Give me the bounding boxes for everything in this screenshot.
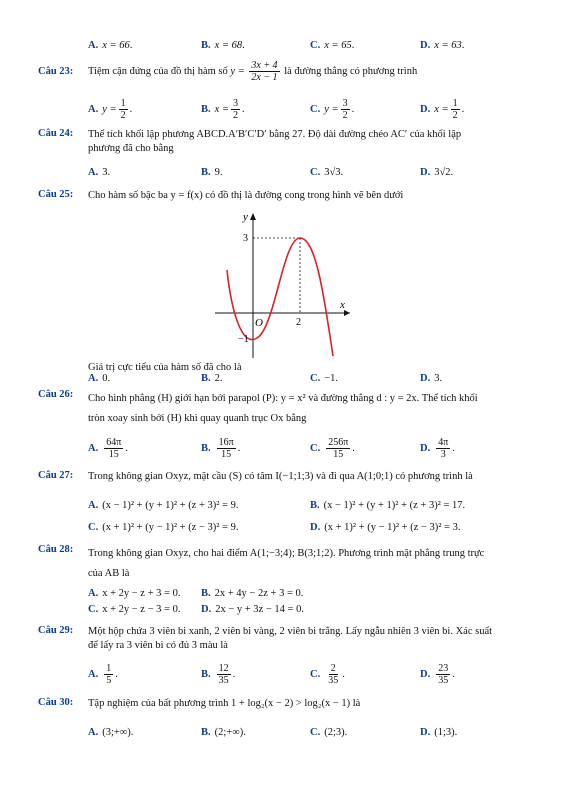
q23-option-a[interactable]: A. y = $\frac{1}{2}$ .: [88, 98, 133, 121]
question-27: [38, 470, 536, 542]
question-text: Cho hàm số bậc ba y = f(x) có đồ thị là đường cong trong hình vẽ bên dưới: [88, 190, 404, 201]
q27-option-c[interactable]: C. (x + 1)² + (y − 1)² + (z − 3)² = 9.: [88, 522, 239, 533]
x-axis-label: x: [340, 299, 345, 311]
question-text: Thể tích khối lập phương ABCD.A′B′C′D′ bằng 27. Độ dài đường chéo AC′ của khối lập phương đã cho bằng: [88, 129, 462, 154]
q29-option-b[interactable]: B. $\frac{12}{35}$ .: [201, 663, 236, 686]
fraction: $\frac{3x + 4}{2x - 1}$: [251, 60, 278, 83]
y-axis-label: y: [243, 211, 248, 223]
q25-option-d[interactable]: D. 3.: [420, 373, 443, 384]
q26-option-b[interactable]: B. $\frac{16\pi}{15}$ .: [201, 437, 241, 460]
q27-option-b[interactable]: B. (x − 1)² + (y + 1)² + (z + 3)² = 17.: [310, 500, 466, 511]
question-text: Tập nghiệm của bất phương trình 1 + log₂(x − 2) > log₂(x − 1) là: [88, 698, 361, 709]
q30-option-a[interactable]: A. (3;+∞).: [88, 727, 134, 738]
q22-option-b[interactable]: B. x = 68.: [201, 40, 245, 51]
question-24: [38, 128, 536, 188]
q22-options: [38, 40, 536, 56]
q23-option-d[interactable]: D. x = $\frac{1}{2}$ .: [420, 98, 465, 121]
q28-option-b[interactable]: B. 2x + 4y − 2z + 3 = 0.: [201, 588, 304, 599]
question-label: Câu 24:: [38, 128, 74, 139]
q22-option-d[interactable]: D. x = 63.: [420, 40, 465, 51]
question-28: [38, 544, 536, 624]
q28-option-a[interactable]: A. x + 2y − z + 3 = 0.: [88, 588, 181, 599]
question-label: Câu 28:: [38, 544, 74, 555]
question-text: Giá trị cực tiểu của hàm số đã cho là: [88, 362, 242, 373]
q24-option-c[interactable]: C. 3√3.: [310, 167, 344, 178]
q29-option-c[interactable]: C. $\frac{2}{35}$ .: [310, 663, 345, 686]
question-label: Câu 26:: [38, 389, 74, 400]
question-30: [38, 697, 536, 747]
q23-option-b[interactable]: B. x = $\frac{3}{2}$ .: [201, 98, 245, 121]
q26-option-a[interactable]: A. $\frac{64\pi}{15}$ .: [88, 437, 128, 460]
q22-option-a[interactable]: A. x = 66.: [88, 40, 133, 51]
question-23: [38, 60, 536, 130]
q22-option-c[interactable]: C. x = 65.: [310, 40, 355, 51]
question-text: Trong không gian Oxyz, cho hai điểm A(1;−3;4); B(3;1;2). Phương trình mặt phẳng trung trực của AB là: [88, 548, 485, 579]
question-text: Tiệm cận đứng của đồ thị hàm số y = $\frac{3x + 4}{2x - 1}$ là đường thẳng có phương trình: [88, 60, 418, 83]
question-text: Một hộp chứa 3 viên bi xanh, 2 viên bi vàng, 2 viên bi trắng. Lấy ngẫu nhiên 3 viên bi. Xác suất để lấy ra 3 viên bi có đủ 3 màu là: [88, 626, 493, 651]
tick-x-2: 2: [296, 317, 301, 328]
q27-option-a[interactable]: A. (x − 1)² + (y + 1)² + (z + 3)² = 9.: [88, 500, 239, 511]
q25-option-a[interactable]: A. 0.: [88, 373, 111, 384]
q23-option-c[interactable]: C. y = $\frac{3}{2}$ .: [310, 98, 355, 121]
q29-option-d[interactable]: D. $\frac{23}{35}$ .: [420, 663, 455, 686]
q29-option-a[interactable]: A. $\frac{1}{5}$ .: [88, 663, 118, 686]
q28-option-d[interactable]: D. 2x − y + 3z − 14 = 0.: [201, 604, 304, 615]
question-label: Câu 23:: [38, 66, 74, 77]
question-29: [38, 625, 536, 695]
origin-label: O: [255, 317, 263, 329]
q27-option-d[interactable]: D. (x + 1)² + (y − 1)² + (z − 3)² = 3.: [310, 522, 461, 533]
q30-option-d[interactable]: D. (1;3).: [420, 727, 458, 738]
tick-y-neg1: −1: [238, 334, 249, 345]
q24-option-a[interactable]: A. 3.: [88, 167, 111, 178]
question-label: Câu 29:: [38, 625, 74, 636]
q25-option-c[interactable]: C. −1.: [310, 373, 339, 384]
tick-y-3: 3: [243, 233, 248, 244]
q24-option-b[interactable]: B. 9.: [201, 167, 223, 178]
q26-option-d[interactable]: D. $\frac{4\pi}{3}$ .: [420, 437, 455, 460]
question-25-answers: [38, 361, 536, 391]
q30-option-c[interactable]: C. (2;3).: [310, 727, 348, 738]
q26-option-c[interactable]: C. $\frac{256\pi}{15}$ .: [310, 437, 355, 460]
q25-option-b[interactable]: B. 2.: [201, 373, 223, 384]
cubic-graph: [205, 208, 355, 360]
question-text: Trong không gian Oxyz, mặt cầu (S) có tâm I(−1;1;3) và đi qua A(1;0;1) có phương trình là: [88, 471, 473, 482]
question-26: [38, 389, 536, 469]
q30-option-b[interactable]: B. (2;+∞).: [201, 727, 246, 738]
q24-option-d[interactable]: D. 3√2.: [420, 167, 454, 178]
question-label: Câu 30:: [38, 697, 74, 708]
question-label: Câu 27:: [38, 470, 74, 481]
question-label: Câu 25:: [38, 189, 74, 200]
question-text: Cho hình phẳng (H) giới hạn bởi parapol (P): y = x² và đường thẳng d : y = 2x. Thể tích khối tròn xoay sinh bởi (H) khi quay quanh trục Ox bằng: [88, 393, 478, 424]
q28-option-c[interactable]: C. x + 2y − z − 3 = 0.: [88, 604, 181, 615]
